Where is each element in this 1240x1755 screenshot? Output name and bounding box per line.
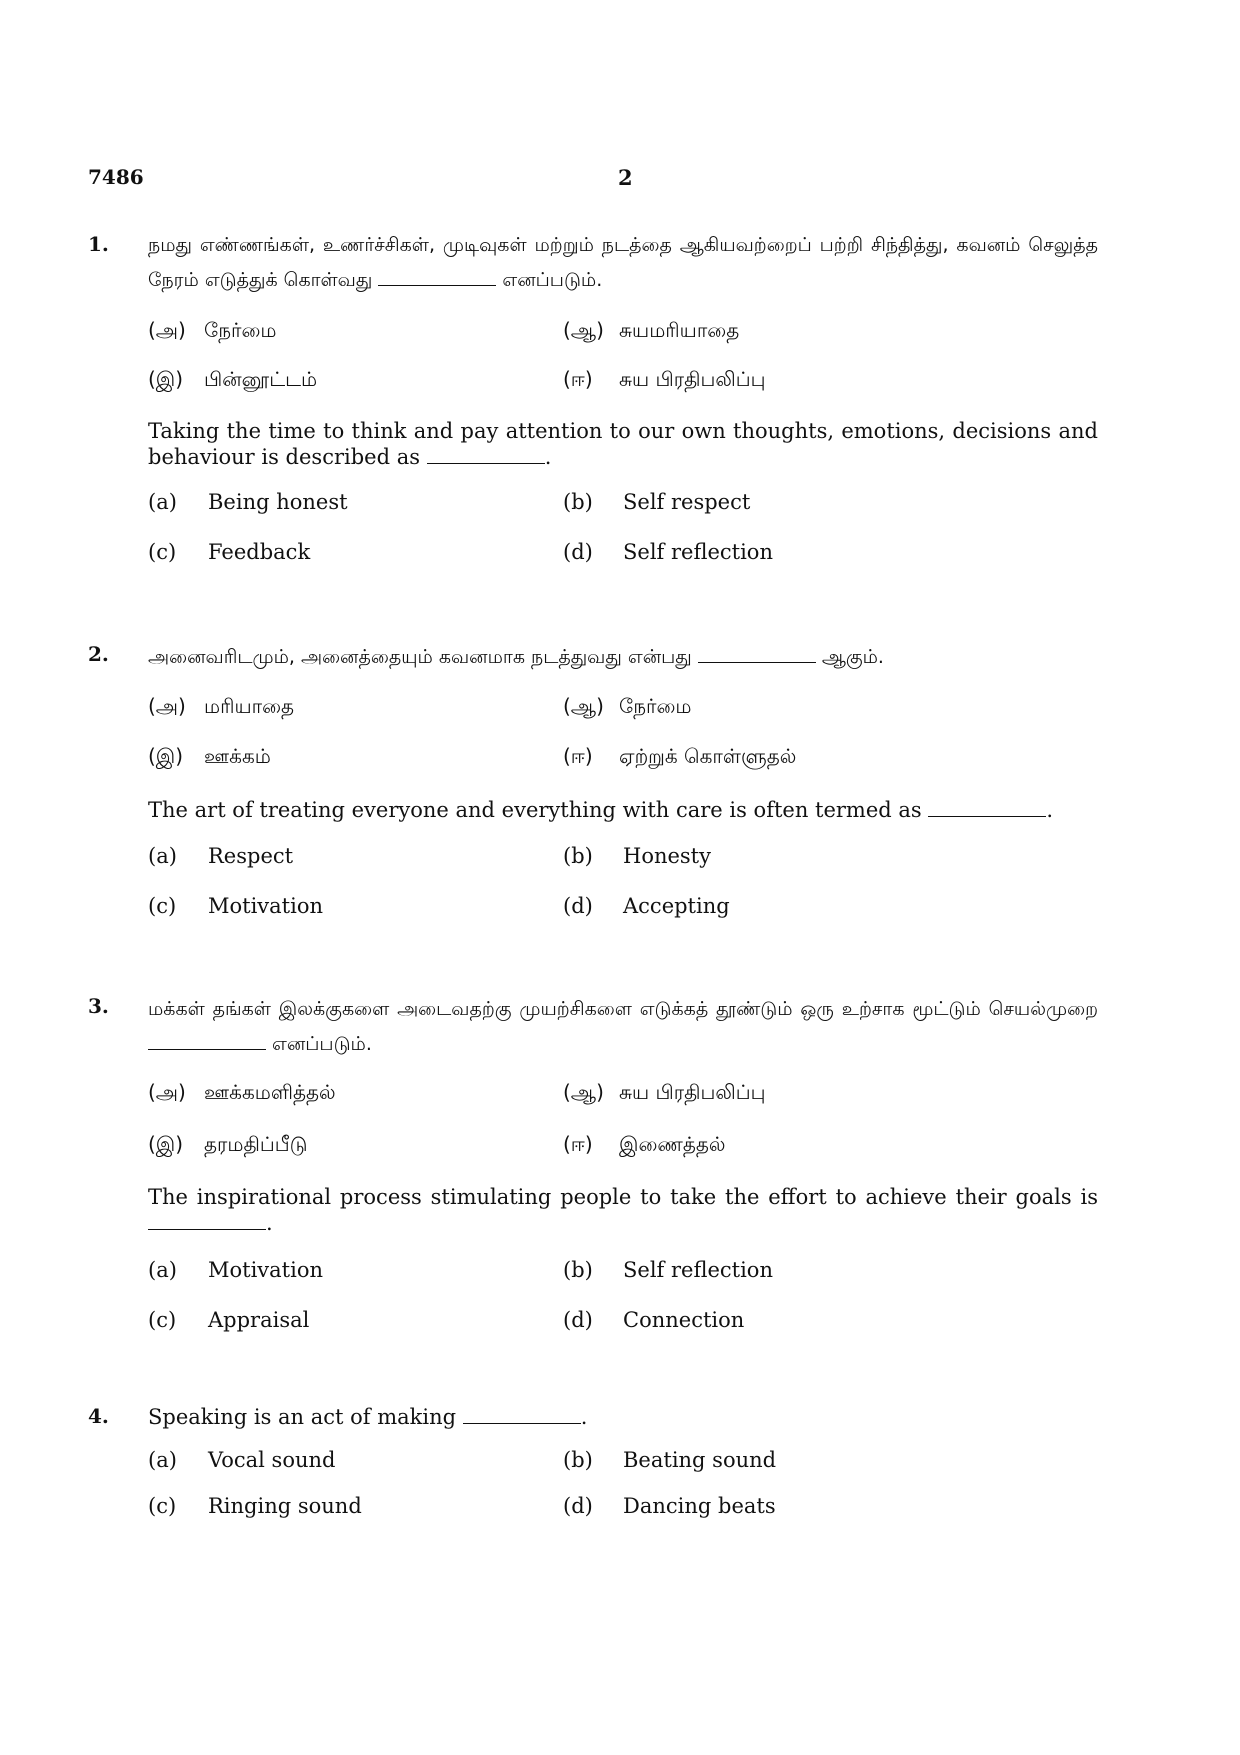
- paper-code: 7486: [88, 165, 144, 189]
- page-header: [88, 165, 1098, 197]
- question-text-english: Speaking is an act of making .: [148, 1405, 588, 1429]
- question-number: 1.: [88, 232, 109, 256]
- question-text-english: Taking the time to think and pay attention to our own thoughts, emotions, decisions and behaviour is described as .: [148, 419, 1098, 469]
- question-number: 4.: [88, 1404, 109, 1428]
- answer-blank: [148, 1031, 266, 1050]
- question-text-tamil: மக்கள் தங்கள் இலக்குகளை அடைவதற்கு முயற்சிகளை எடுக்கத் தூண்டும் ஒரு உற்சாக மூட்டும் செயல்முறை எனப்படும்.: [148, 998, 1098, 1055]
- question-number: 2.: [88, 642, 109, 666]
- answer-blank: [463, 1405, 581, 1424]
- answer-blank: [427, 445, 545, 464]
- question-text-tamil: நமது எண்ணங்கள், உணர்ச்சிகள், முடிவுகள் மற்றும் நடத்தை ஆகியவற்றைப் பற்றி சிந்தித்து, கவனம் செலுத்த நேரம் எடுத்துக் கொள்வது எனப்படும்.: [148, 234, 1098, 291]
- page-number: 2: [618, 165, 633, 190]
- answer-blank: [698, 644, 816, 663]
- answer-blank: [928, 798, 1046, 817]
- answer-blank: [148, 1211, 266, 1230]
- question-text-tamil: அனைவரிடமும், அனைத்தையும் கவனமாக நடத்துவது என்பது ஆகும்.: [148, 646, 884, 668]
- question-text-english: The art of treating everyone and everything with care is often termed as .: [148, 798, 1054, 822]
- question-number: 3.: [88, 994, 109, 1018]
- question-text-english: The inspirational process stimulating people to take the effort to achieve their goals is .: [148, 1185, 1098, 1235]
- answer-blank: [378, 267, 496, 286]
